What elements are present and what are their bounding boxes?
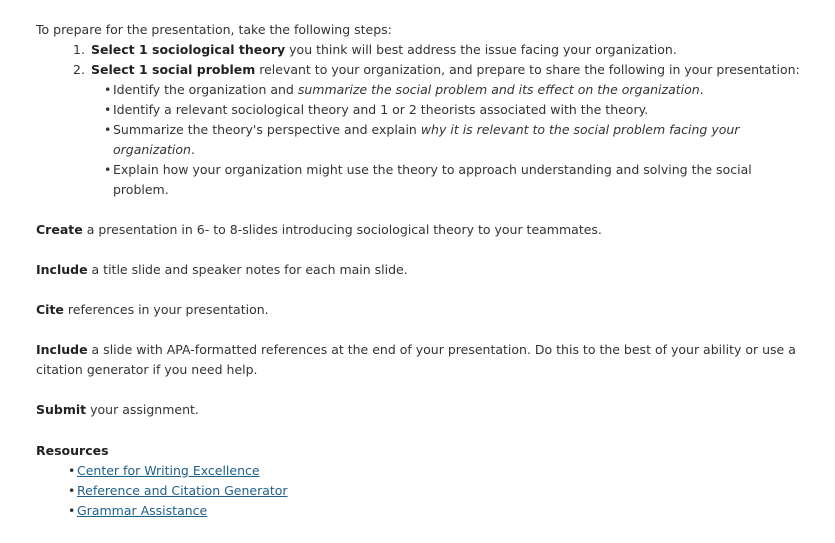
- instruction-bold: Include: [36, 262, 88, 277]
- instruction-text: a slide with APA-formatted references at the end of your presentation. Do this to the best of your ability or use a citation generator if you need help.: [36, 342, 796, 377]
- resource-item: [68, 461, 835, 481]
- subitem-4: [104, 160, 753, 200]
- step-bold: Select 1 social problem: [90, 62, 256, 77]
- subitem-text: Explain how your organization might use the theory to approach understanding and solving the social problem.: [113, 162, 752, 197]
- instruction-bold: Include: [36, 342, 88, 357]
- resource-item: [68, 501, 835, 521]
- instruction-cite: [36, 300, 835, 320]
- step-bold: Select 1 sociological theory: [90, 42, 286, 57]
- subitem-text: Identify a relevant sociological theory and 1 or 2 theorists associated with the theory.: [113, 102, 649, 117]
- link-center-for-writing-excellence[interactable]: Center for Writing Excellence: [77, 463, 260, 478]
- subitem-2: [104, 100, 753, 120]
- instruction-text: references in your presentation.: [63, 302, 269, 317]
- link-grammar-assistance[interactable]: Grammar Assistance: [77, 503, 208, 518]
- instruction-text: a presentation in 6- to 8-slides introducing sociological theory to your teammates.: [82, 222, 602, 237]
- subitem-1: [104, 80, 753, 100]
- instruction-bold: Cite: [36, 302, 64, 317]
- subitem-text: Identify the organization and: [113, 82, 298, 97]
- step-item-1: [73, 40, 835, 60]
- steps-list: [36, 40, 835, 80]
- subitems-list: [36, 80, 835, 200]
- instruction-bold: Create: [36, 222, 83, 237]
- step-text: relevant to your organization, and prepare to share the following in your presentation:: [255, 62, 800, 77]
- link-reference-citation-generator[interactable]: Reference and Citation Generator: [77, 483, 288, 498]
- intro-text: To prepare for the presentation, take the following steps:: [36, 22, 392, 37]
- step-number: 1.: [73, 42, 85, 57]
- instruction-create: [36, 220, 835, 240]
- resource-item: [68, 481, 835, 501]
- instruction-include-references: [36, 340, 835, 380]
- subitem-italic: summarize the social problem and its effect on the organization: [297, 82, 700, 97]
- step-item-2: [73, 60, 835, 80]
- subitem-3: [104, 120, 753, 160]
- resources-heading: Resources: [36, 443, 109, 458]
- subitem-italic: why it is relevant to the social problem facing your organization: [113, 122, 740, 157]
- resources-list: [36, 461, 835, 521]
- instruction-submit: [36, 400, 835, 420]
- instruction-bold: Submit: [36, 402, 87, 417]
- instruction-text: a title slide and speaker notes for each main slide.: [87, 262, 408, 277]
- subitem-text: Summarize the theory's perspective and explain: [113, 122, 421, 137]
- step-text: you think will best address the issue facing your organization.: [285, 42, 677, 57]
- instruction-include-title: [36, 260, 835, 280]
- subitem-after: .: [699, 82, 704, 97]
- subitem-after: .: [190, 142, 195, 157]
- instruction-text: your assignment.: [86, 402, 199, 417]
- step-number: 2.: [73, 62, 85, 77]
